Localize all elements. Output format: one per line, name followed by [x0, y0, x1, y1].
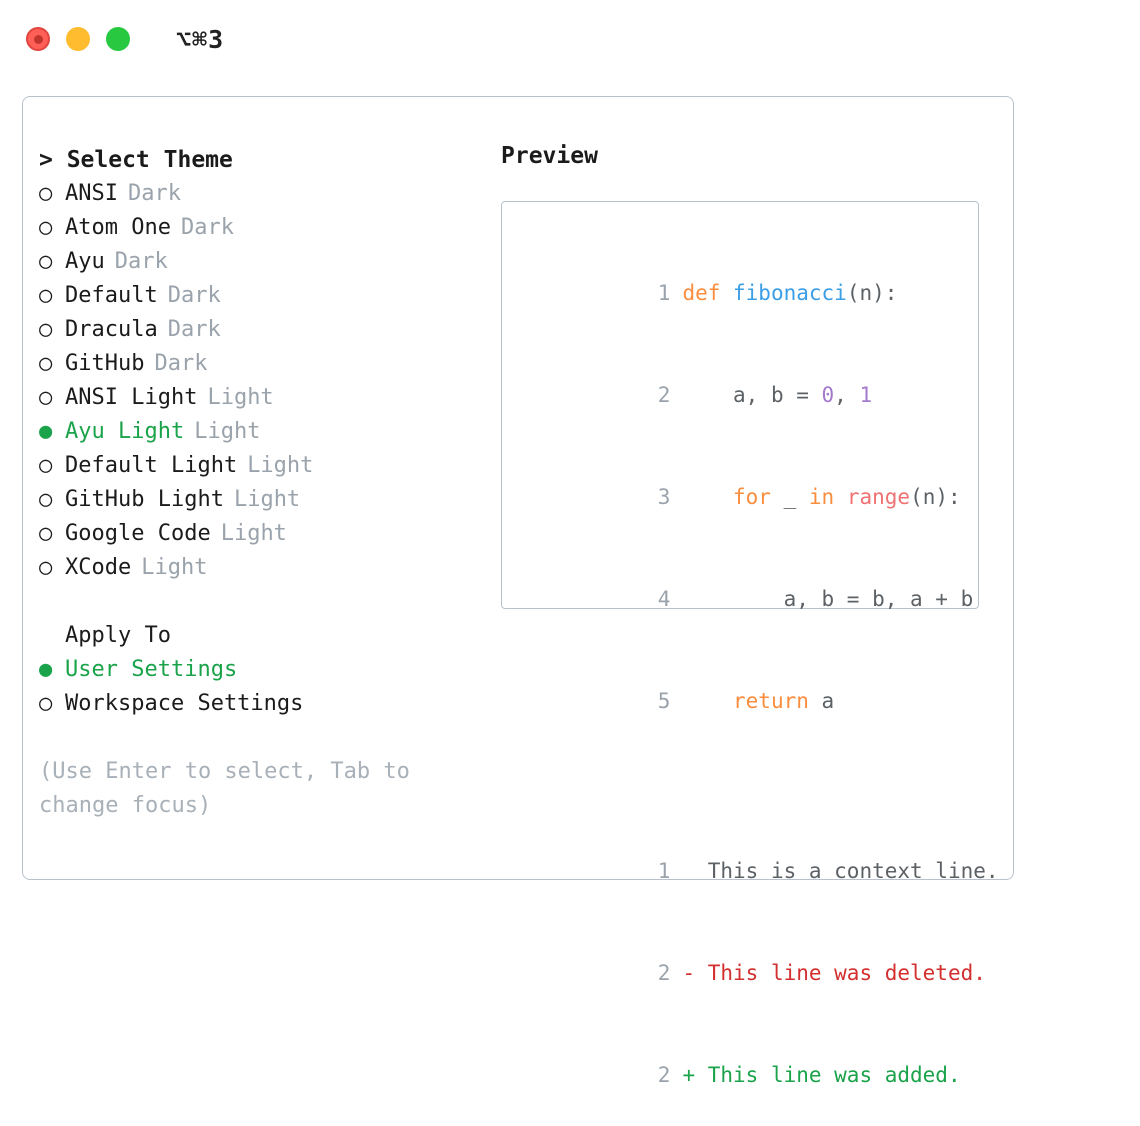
radio-icon: ○: [39, 317, 53, 342]
theme-label: XCode: [65, 555, 132, 580]
theme-variant: Light: [194, 419, 261, 444]
theme-variant: Dark: [180, 215, 234, 240]
theme-label: Google Code: [65, 521, 211, 546]
diff-sign: [682, 859, 695, 883]
hint-spacer: [39, 721, 479, 755]
code-token: a, b =: [682, 383, 822, 407]
line-number: 2: [657, 383, 671, 407]
diff-text: This is a context line.: [695, 859, 999, 883]
theme-option-github-light[interactable]: [39, 483, 479, 517]
code-token: [682, 689, 733, 713]
theme-option-ayu-dark[interactable]: [39, 245, 479, 279]
theme-option-default-light[interactable]: [39, 449, 479, 483]
line-number: 2: [657, 1063, 671, 1087]
theme-variant: Dark: [127, 181, 181, 206]
diff-sign: +: [682, 1063, 696, 1087]
apply-to-label: User Settings: [65, 657, 238, 682]
radio-icon: ○: [39, 487, 53, 512]
code-token: a: [808, 689, 835, 713]
theme-variant: Light: [207, 385, 274, 410]
theme-label: GitHub: [65, 351, 145, 376]
code-token: (n):: [846, 281, 898, 305]
code-token: _: [770, 485, 809, 509]
apply-to-label: Workspace Settings: [65, 691, 304, 716]
radio-icon: ○: [39, 385, 53, 410]
theme-option-xcode[interactable]: [39, 551, 479, 585]
code-token: 1: [859, 383, 873, 407]
radio-icon: ○: [39, 249, 53, 274]
diff-text: This line was deleted.: [695, 961, 986, 985]
apply-to-heading: Apply To: [65, 623, 171, 648]
code-token: a, b = b, a + b: [682, 587, 974, 611]
theme-option-default-dark[interactable]: [39, 279, 479, 313]
line-number: 2: [657, 961, 671, 985]
theme-option-ayu-light[interactable]: [39, 415, 479, 449]
code-line: [522, 446, 978, 548]
radio-selected-icon: ●: [39, 657, 53, 682]
code-token: fibonacci: [733, 281, 847, 305]
code-token: (n):: [910, 485, 961, 509]
theme-variant: Light: [141, 555, 208, 580]
theme-label: ANSI: [65, 181, 118, 206]
theme-option-ansi-dark[interactable]: [39, 177, 479, 211]
diff-sign: -: [682, 961, 696, 985]
diff-line-added: [522, 1024, 978, 1126]
code-line: [522, 242, 978, 344]
theme-option-github-dark[interactable]: [39, 347, 479, 381]
code-blank-line: [522, 786, 978, 820]
theme-label: ANSI Light: [65, 385, 198, 410]
line-number: 4: [657, 587, 671, 611]
radio-icon: ○: [39, 351, 53, 376]
code-token: [834, 485, 847, 509]
minimize-button[interactable]: [66, 27, 90, 51]
theme-option-ansi-light[interactable]: [39, 381, 479, 415]
section-spacer: [39, 585, 479, 619]
theme-variant: Dark: [167, 283, 221, 308]
code-token: def: [682, 281, 734, 305]
code-token: for: [733, 485, 771, 509]
theme-variant: Dark: [114, 249, 168, 274]
apply-to-option-workspace-settings[interactable]: [39, 687, 479, 721]
line-number: 3: [657, 485, 671, 509]
radio-selected-icon: ●: [39, 419, 53, 444]
line-number: 5: [657, 689, 671, 713]
diff-text: This line was added.: [695, 1063, 961, 1087]
radio-icon: ○: [39, 181, 53, 206]
theme-variant: Dark: [154, 351, 208, 376]
code-token: range: [846, 485, 911, 509]
line-number: 1: [657, 859, 671, 883]
code-token: 0: [821, 383, 835, 407]
theme-variant: Light: [233, 487, 301, 512]
code-token: in: [808, 485, 835, 509]
code-line: [522, 650, 978, 752]
theme-label: Atom One: [65, 215, 171, 240]
theme-label: Ayu: [65, 249, 105, 274]
theme-label: GitHub Light: [65, 487, 224, 512]
theme-label: Default: [65, 283, 158, 308]
radio-icon: ○: [39, 521, 53, 546]
preview-heading: Preview: [501, 143, 598, 169]
theme-option-google-code[interactable]: [39, 517, 479, 551]
code-token: return: [733, 689, 809, 713]
select-theme-heading: > Select Theme: [39, 147, 233, 173]
radio-icon: ○: [39, 215, 53, 240]
title-bar: [0, 0, 1140, 78]
radio-icon: ○: [39, 283, 53, 308]
code-token: [682, 485, 733, 509]
radio-icon: ○: [39, 453, 53, 478]
close-button[interactable]: [26, 27, 50, 51]
preview-box: [501, 201, 999, 1087]
code-token: ,: [834, 383, 860, 407]
main-panel: [22, 96, 1014, 1087]
theme-option-atom-one-dark[interactable]: [39, 211, 479, 245]
theme-selector-column: [39, 143, 479, 823]
apply-to-option-user-settings[interactable]: [39, 653, 479, 687]
theme-label: Dracula: [65, 317, 158, 342]
diff-line-context: [522, 820, 999, 922]
theme-label: Ayu Light: [65, 419, 185, 444]
preview-column: [501, 143, 1001, 1087]
line-number: 1: [657, 281, 671, 305]
radio-icon: ○: [39, 691, 53, 716]
radio-icon: ○: [39, 555, 53, 580]
theme-option-dracula-dark[interactable]: [39, 313, 479, 347]
code-line: [522, 548, 978, 650]
keyboard-hint: (Use Enter to select, Tab to change focus): [39, 759, 410, 818]
diff-line-deleted: [522, 922, 986, 1024]
theme-variant: Light: [220, 521, 287, 546]
theme-variant: Dark: [167, 317, 221, 342]
window-title: ⌥⌘3: [176, 24, 225, 54]
code-blank-line: [522, 752, 978, 786]
theme-label: Default Light: [65, 453, 238, 478]
zoom-button[interactable]: [106, 27, 130, 51]
theme-variant: Light: [247, 453, 314, 478]
code-line: [522, 344, 978, 446]
